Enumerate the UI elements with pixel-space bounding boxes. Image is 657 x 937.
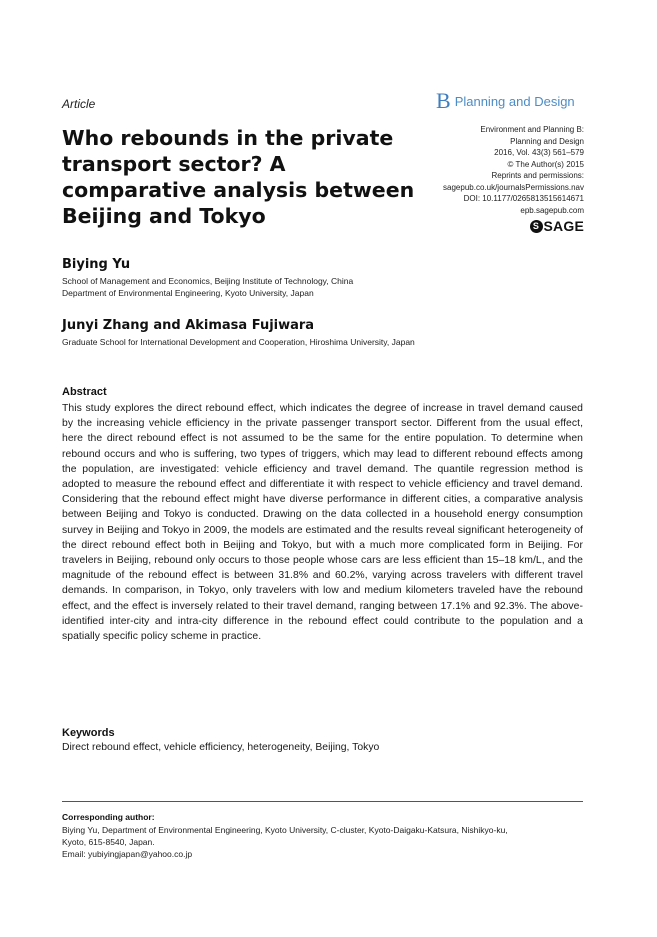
author-affiliations <box>62 336 415 348</box>
correspondence-address: Biying Yu, Department of Environmental Engineering, Kyoto University, C-cluster, Kyoto-Daigaku-Katsura, Nishikyo-ku, <box>62 825 508 835</box>
sage-logo-text: SAGE <box>543 218 584 234</box>
permissions-url[interactable]: sagepub.co.uk/journalsPermissions.nav <box>443 182 584 192</box>
journal-brand-letter: B <box>436 88 451 113</box>
volume-line: 2016, Vol. 43(3) 561–579 <box>494 148 584 157</box>
journal-metadata <box>443 124 584 216</box>
affiliation: School of Management and Economics, Beijing Institute of Technology, China <box>62 276 354 286</box>
journal-subtitle-line: Planning and Design <box>510 136 584 146</box>
author-affiliations <box>62 275 353 299</box>
keywords-body: Direct rebound effect, vehicle efficiency, heterogeneity, Beijing, Tokyo <box>62 742 380 753</box>
corresponding-author-heading: Corresponding author: <box>62 812 155 822</box>
journal-url[interactable]: epb.sagepub.com <box>520 205 584 215</box>
footer-divider <box>62 801 583 802</box>
abstract-heading: Abstract <box>62 386 107 398</box>
keywords-heading: Keywords <box>62 727 115 739</box>
author-name: Junyi Zhang and Akimasa Fujiwara <box>62 318 315 333</box>
journal-name-line: Environment and Planning B: <box>480 125 584 134</box>
abstract-body: This study explores the direct rebound effect, which indicates the degree of increase in travel demand caused by the increasing vehicle efficiency in the private passenger transport sector. Different from the usual effect, here the direct rebound effect is not assumed to be the same for the entire population. To determine when rebound occurs and who is suffering, two types of triggers, which may lead to different rebound effects among the population, are investigated: vehicle efficiency and travel demand. The quantile regression method is adopted to measure the rebound effect and differentiate it with respect to vehicle efficiency and travel demand. Considering that the rebound effect might have diverse performance in different cities, a comparative analysis between Beijing and Tokyo is conducted. Drawing on the data collected in a household energy consumption survey in Beijing and Tokyo in 2009, the models are estimated and the results reveal significant heterogeneity of the direct rebound effect both in Beijing and Tokyo, but with a much more complicated form in Beijing. For travelers in Beijing, rebound only occurs to those people whose cars are less efficient than 15–18 km/L, and the magnitude of the rebound effect is between 31.8% and 60.2%, varying across travelers with different travel demands. In comparison, in Tokyo, only travelers with low and medium kilometers traveled have the rebound effect, and the effect is inversely related to their travel demand, ranging between 17.1% and 92.3%. The above-identified inter-city and intra-city difference in the rebound effect could contribute to the population and a spatially specific policy scheme in practice. <box>62 403 583 643</box>
affiliation: Graduate School for International Development and Cooperation, Hiroshima University, Japan <box>62 337 415 347</box>
sage-logo-mark: S <box>530 220 543 233</box>
sage-logo <box>530 218 584 234</box>
author-name: Biying Yu <box>62 257 131 272</box>
correspondence-email[interactable]: Email: yubiyingjapan@yahoo.co.jp <box>62 849 193 859</box>
journal-brand-name: Planning and Design <box>454 93 575 109</box>
doi-line[interactable]: DOI: 10.1177/0265813515614671 <box>463 194 584 203</box>
reprints-line: Reprints and permissions: <box>491 171 584 180</box>
journal-brand <box>436 90 575 112</box>
paper-title: Who rebounds in the private transport sector? A comparative analysis between Beijing and Tokyo <box>62 126 415 228</box>
article-type-label: Article <box>62 97 96 111</box>
affiliation: Department of Environmental Engineering, Kyoto University, Japan <box>62 288 314 298</box>
correspondence-address-cont: Kyoto, 615-8540, Japan. <box>62 837 155 847</box>
corresponding-author-details <box>62 824 583 860</box>
copyright-line: © The Author(s) 2015 <box>507 159 584 169</box>
